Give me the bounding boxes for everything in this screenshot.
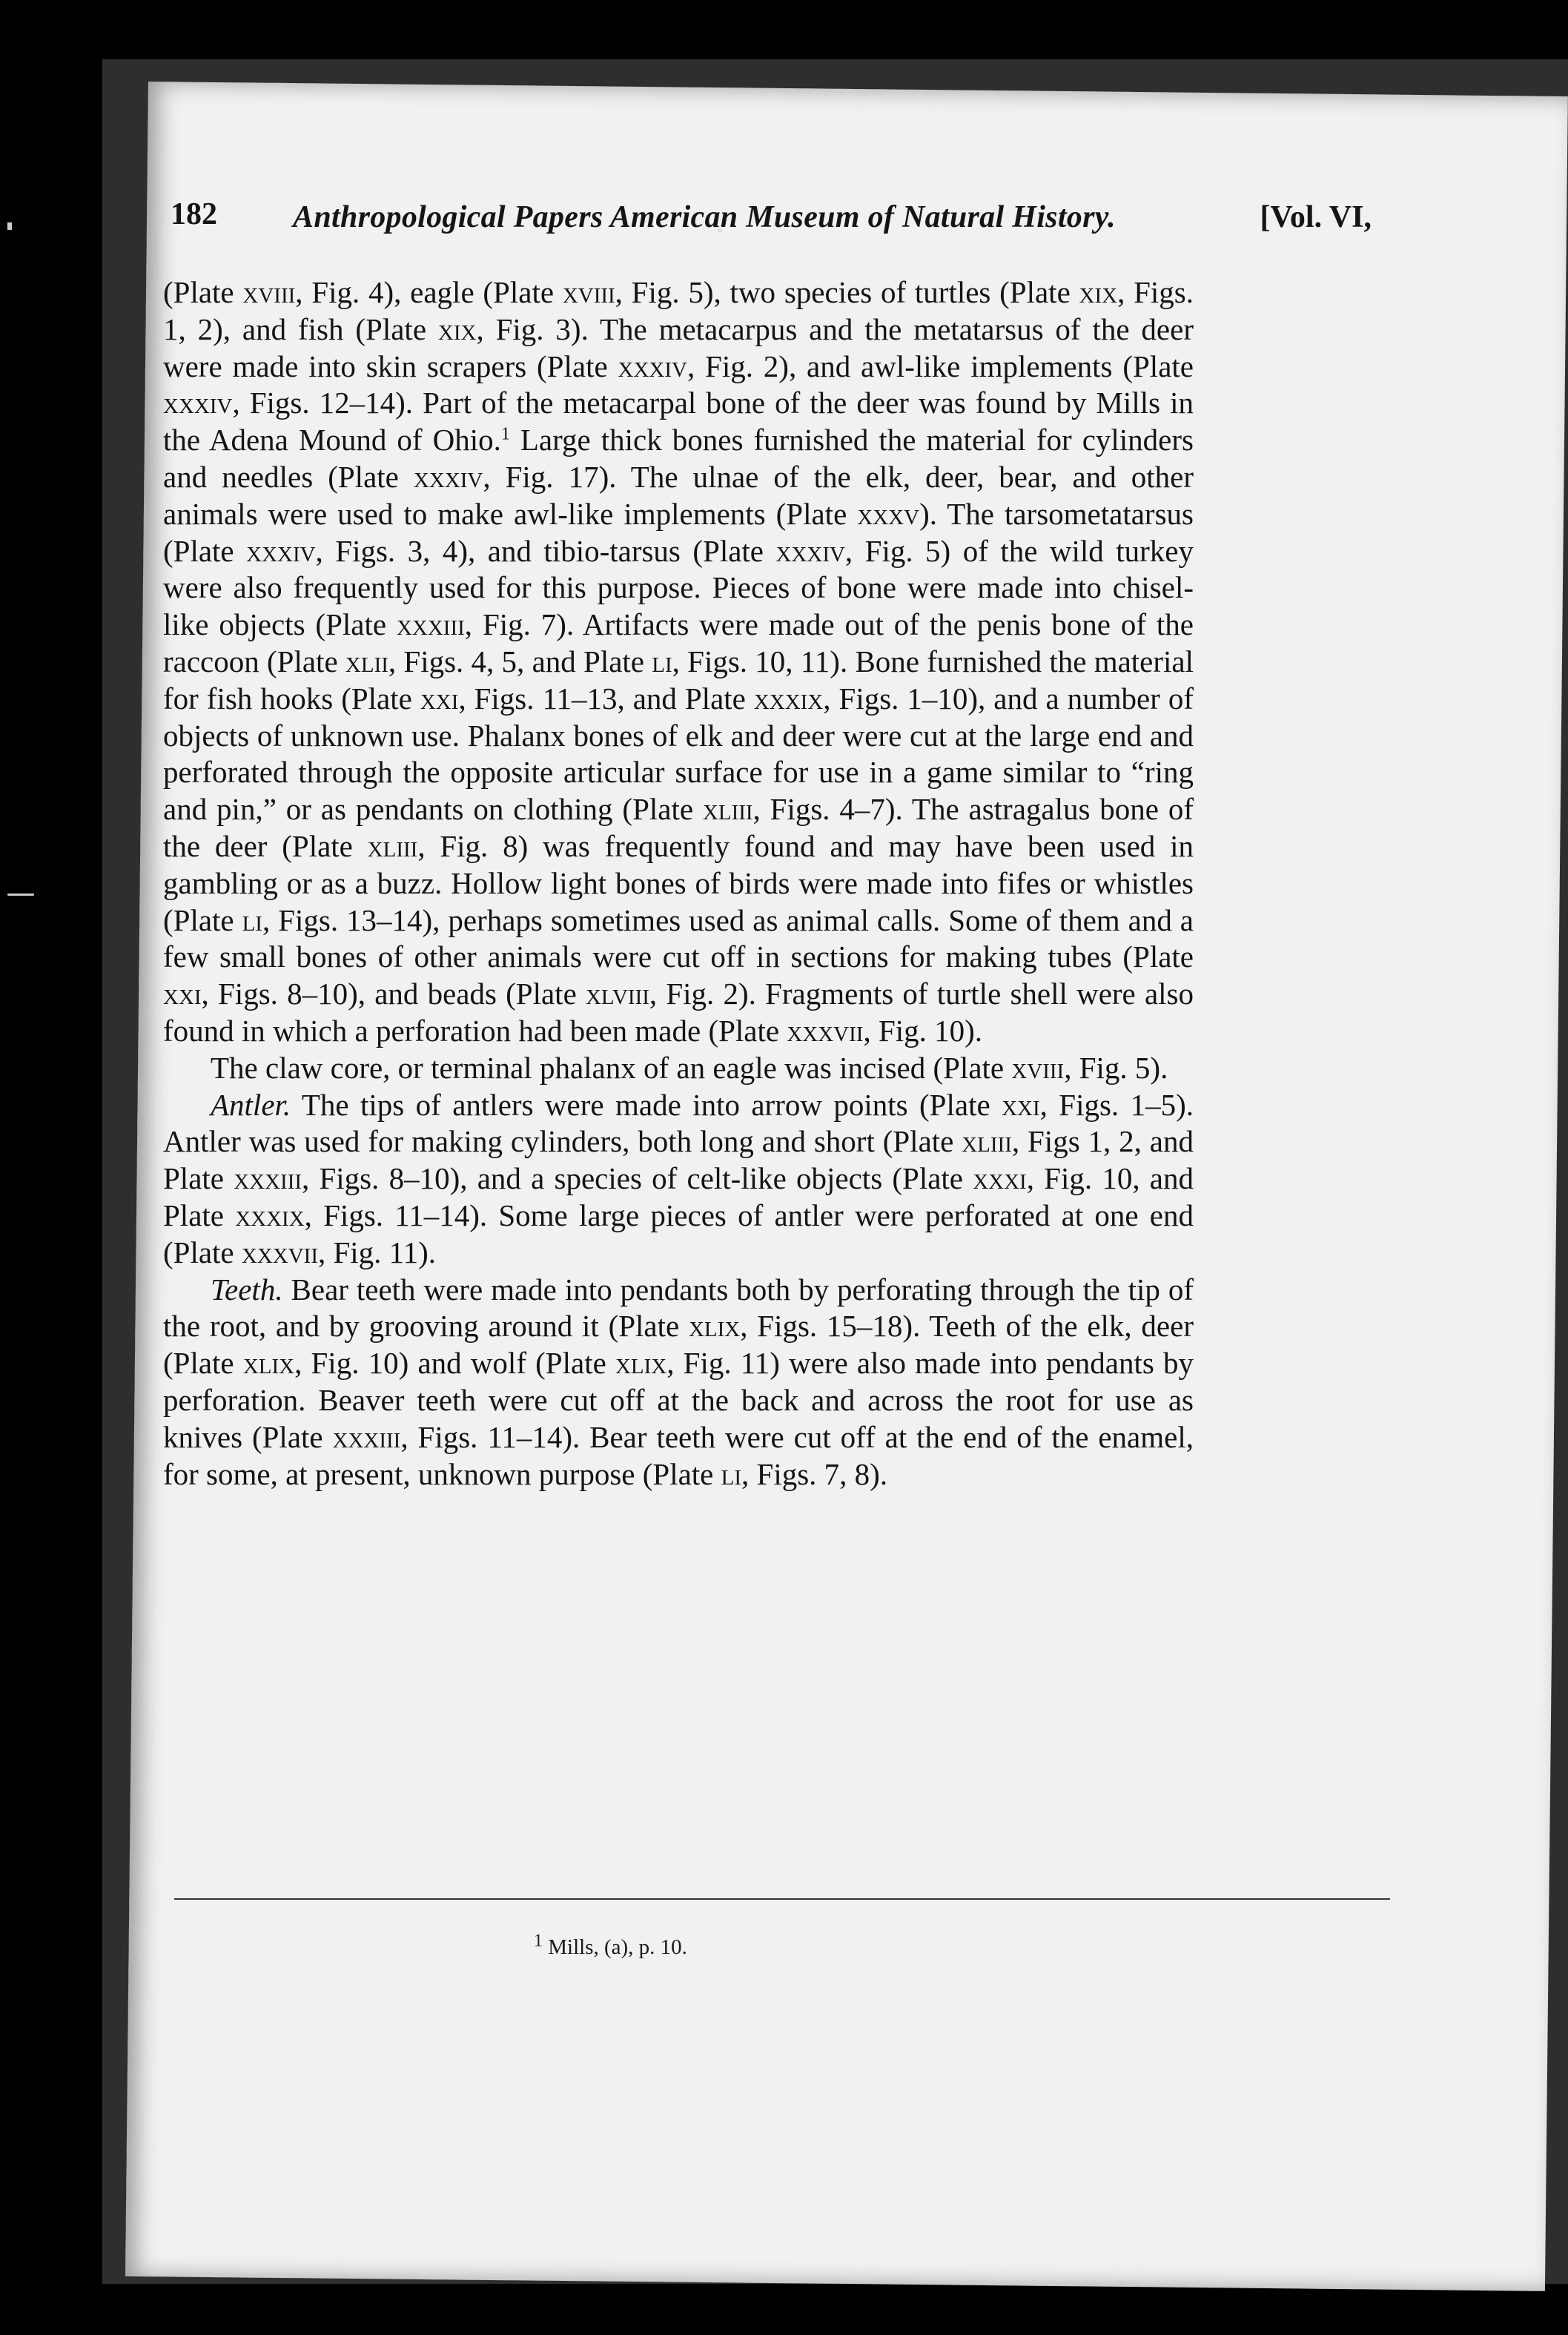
plate-numeral: xix xyxy=(437,311,477,346)
plate-numeral: xxxiv xyxy=(163,386,233,420)
plate-numeral: xxxiii xyxy=(234,1161,302,1196)
text-run: , Figs. 3, 4), and tibio-tarsus (Plate xyxy=(315,533,776,568)
text-run: , Fig. 10, and Plate xyxy=(163,1161,1194,1232)
text-run: , Fig. 4), eagle (Plate xyxy=(295,275,563,309)
plate-numeral: li xyxy=(721,1456,742,1491)
text-run: Bear teeth were made into pendants both by perforating through the tip of the root, and by grooving around it (Plate xyxy=(163,1272,1194,1344)
plate-numeral: xliii xyxy=(962,1124,1012,1159)
plate-numeral: xxxvii xyxy=(787,1013,864,1048)
text-run: , Figs. 1–10), and a number of objects of unknown use. Phalanx bones of elk and deer were cut at the large end and perforated through the opposite articular surface for use in a game similar to “ring and pin,” or as pendants on clothing (Plate xyxy=(163,681,1194,827)
body-text xyxy=(163,274,1194,1493)
text-run: , Fig. 10) and wolf (Plate xyxy=(294,1346,615,1381)
plate-numeral: xxxiv xyxy=(775,533,845,568)
text-run: The tips of antlers were made into arrow points (Plate xyxy=(291,1087,1002,1122)
text-run: , Fig. 11). xyxy=(317,1235,437,1269)
text-run: , Figs. 4, 5, and Plate xyxy=(388,644,652,678)
plate-numeral: xlii xyxy=(345,644,388,678)
text-run: , Figs. 11–14). Bear teeth were cut off at the end of the enamel, for some, at present, unknown purpose (Plate xyxy=(163,1419,1194,1491)
paragraph-antler-text xyxy=(163,1088,1194,1269)
text-run: (Plate xyxy=(163,275,243,309)
plate-numeral: xxxiii xyxy=(396,607,465,642)
paragraph-teeth-text xyxy=(163,1272,1194,1491)
plate-numeral: xxxi xyxy=(973,1161,1027,1196)
footnote-text: Mills, (a), p. 10. xyxy=(543,1935,687,1959)
plate-numeral: xxxvii xyxy=(241,1235,318,1269)
text-run: , Figs. 8–10), and a species of celt-like objects (Plate xyxy=(302,1161,973,1196)
text-run: , Figs. 1, 2), and fish (Plate xyxy=(163,275,1194,346)
text-run: , Fig. 5), two species of turtles (Plate xyxy=(615,275,1079,309)
footnote-reference: 1 xyxy=(500,424,510,444)
text-run: , Figs. 7, 8). xyxy=(741,1456,888,1491)
text-run: , Fig. 10). xyxy=(863,1013,983,1048)
paragraph-teeth xyxy=(163,1272,1194,1493)
plate-numeral: xviii xyxy=(242,275,296,309)
section-heading-antler: Antler. xyxy=(211,1087,291,1122)
text-run: , Figs. 13–14), perhaps sometimes used as animal calls. Some of them and a few small bones of other animals were cut off in sections for making tubes (Plate xyxy=(163,902,1194,974)
plate-numeral: xlix xyxy=(688,1309,741,1344)
plate-numeral: xviii xyxy=(1011,1050,1065,1085)
text-run: , Figs. 11–14). Some large pieces of antler were perforated at one end (Plate xyxy=(163,1198,1194,1269)
left-edge-artifact xyxy=(7,222,12,230)
paragraph-antler xyxy=(163,1087,1194,1272)
paragraph-claw-core xyxy=(163,1050,1194,1087)
text-run: , Fig. 2), and awl-like implements (Plate xyxy=(687,349,1194,383)
plate-numeral: xxi xyxy=(163,977,202,1011)
text-run: , Figs. 11–13, and Plate xyxy=(458,681,754,716)
running-title: Anthropological Papers American Museum of Natural History. xyxy=(293,200,1116,234)
plate-numeral: xlix xyxy=(615,1346,667,1381)
plate-numeral: li xyxy=(242,902,262,937)
text-run: , Figs. 1–5). Antler was used for making cylinders, both long and short (Plate xyxy=(163,1087,1194,1159)
plate-numeral: xliii xyxy=(367,828,418,863)
text-run: , Figs. 15–18). Teeth of the elk, deer (Plate xyxy=(163,1309,1194,1381)
plate-numeral: xxxiv xyxy=(618,349,687,383)
text-run: ). The tarsometatarsus (Plate xyxy=(163,496,1194,568)
footnote-rule xyxy=(174,1898,1390,1900)
plate-numeral: xxxiii xyxy=(332,1419,401,1454)
text-run: , Figs. 8–10), and beads (Plate xyxy=(201,977,586,1011)
plate-numeral: li xyxy=(652,644,672,678)
plate-numeral: xxxix xyxy=(753,681,824,716)
footnote-marker: 1 xyxy=(534,1931,543,1951)
plate-numeral: xlviii xyxy=(585,977,649,1011)
plate-numeral: xix xyxy=(1079,275,1118,309)
text-run: , Fig. 17). The ulnae of the elk, deer, bear, and other animals were used to make awl-like implements (Plate xyxy=(163,459,1194,531)
text-run: , Fig. 2). Fragments of turtle shell were also found in which a perforation had been made (Plate xyxy=(163,977,1194,1048)
text-run: , Fig. 5). xyxy=(1064,1050,1168,1085)
plate-numeral: xxxiv xyxy=(246,533,316,568)
text-run: , Figs 1, 2, and Plate xyxy=(163,1124,1194,1196)
plate-numeral: xxxix xyxy=(235,1198,305,1232)
section-heading-teeth: Teeth. xyxy=(211,1272,283,1307)
text-run: , Figs. 12–14). Part of the metacarpal bone of the deer was found by Mills in the Adena Mound of Ohio. xyxy=(163,386,1194,458)
plate-numeral: xxxv xyxy=(857,496,920,531)
text-run: , Figs. 4–7). The astragalus bone of the deer (Plate xyxy=(163,792,1194,863)
text-run: , Figs. 10, 11). Bone furnished the material for fish hooks (Plate xyxy=(163,644,1194,716)
text-run: , Fig. 7). Artifacts were made out of the penis bone of the raccoon (Plate xyxy=(163,607,1194,678)
text-run: Large thick bones furnished the material for cylinders and needles (Plate xyxy=(163,423,1194,494)
page-number: 182 xyxy=(171,197,217,231)
left-edge-artifact xyxy=(7,894,34,896)
plate-numeral: xliii xyxy=(702,792,753,827)
plate-numeral: xxxiv xyxy=(413,459,483,494)
text-run: , Fig. 3). The metacarpus and the metatarsus of the deer were made into skin scrapers (Plate xyxy=(163,311,1194,383)
plate-numeral: xxi xyxy=(420,681,459,716)
plate-numeral: xviii xyxy=(562,275,615,309)
footnote xyxy=(534,1931,687,1960)
text-run: , Fig. 5) of the wild turkey were also frequently used for this purpose. Pieces of bone were made into chisel-like objects (Plate xyxy=(163,533,1194,642)
text-run: , Fig. 11) were also made into pendants by perforation. Beaver teeth were cut off at the back and across the root for use as knives (Plate xyxy=(163,1346,1194,1454)
text-run: The claw core, or terminal phalanx of an eagle was incised (Plate xyxy=(211,1050,1012,1085)
text-run: , Fig. 8) was frequently found and may have been used in gambling or as a buzz. Hollow light bones of birds were made into fifes or whistles (Plate xyxy=(163,828,1194,937)
paragraph-bone-artifacts xyxy=(163,274,1194,1050)
plate-numeral: xxi xyxy=(1002,1087,1040,1122)
plate-numeral: xlix xyxy=(242,1346,295,1381)
volume-label: [Vol. VI, xyxy=(1260,200,1372,234)
